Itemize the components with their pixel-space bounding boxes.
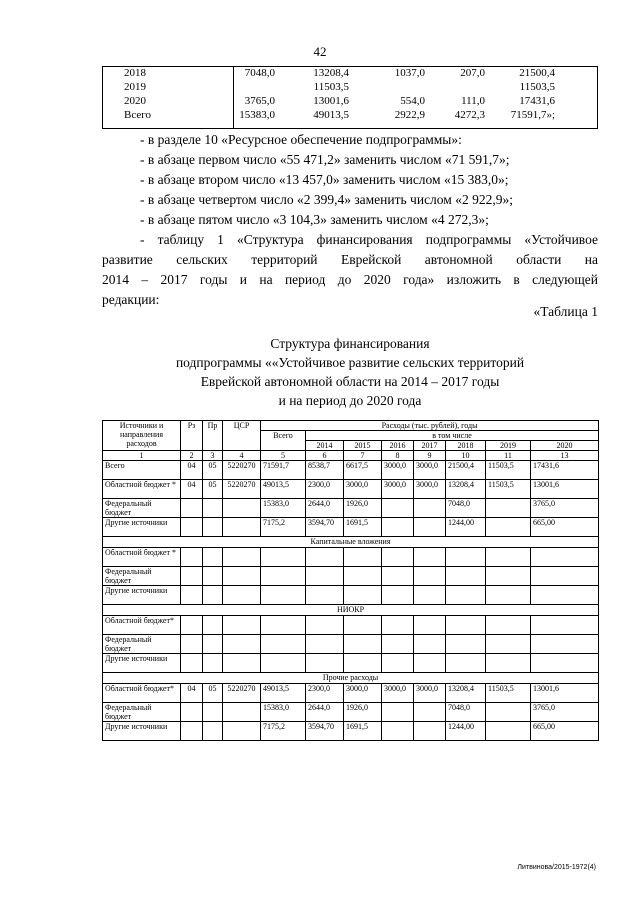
table-cell	[306, 548, 344, 567]
table-cell	[203, 616, 223, 635]
paragraph: - в разделе 10 «Ресурсное обеспечение подпрограммы»:	[140, 132, 462, 147]
table-cell: 15383,0	[261, 499, 306, 518]
table-cell	[344, 635, 382, 654]
table-cell	[414, 518, 446, 537]
table-cell: 5220270	[223, 461, 261, 480]
table-cell	[414, 567, 446, 586]
table-cell	[344, 586, 382, 605]
table-cell	[531, 635, 599, 654]
header-pr: Пр	[203, 421, 223, 451]
table-row	[103, 480, 599, 499]
paragraph: - в абзаце четвертом число «2 399,4» заменить числом «2 922,9»;	[140, 192, 513, 207]
table-cell	[223, 518, 261, 537]
column-number: 3	[203, 451, 223, 461]
column-number: 13	[531, 451, 599, 461]
table-cell	[382, 518, 414, 537]
amendments-text	[102, 130, 598, 310]
table-cell	[261, 635, 306, 654]
table-cell	[203, 567, 223, 586]
row-label: Областной бюджет *	[103, 480, 181, 499]
table-cell: 21500,4	[446, 461, 486, 480]
table-cell: 2300,0	[306, 684, 344, 703]
table-cell: 11503,5	[486, 684, 531, 703]
row-label: Областной бюджет*	[103, 616, 181, 635]
table-cell	[486, 567, 531, 586]
table-cell	[223, 635, 261, 654]
top-table-border	[102, 128, 598, 129]
table-cell	[382, 616, 414, 635]
top-table-row	[102, 80, 598, 94]
column-number: 2	[181, 451, 203, 461]
table-cell	[486, 499, 531, 518]
table-cell: 665,00	[531, 722, 599, 741]
table-cell: 7048,0	[446, 499, 486, 518]
column-number: 8	[382, 451, 414, 461]
table-cell: 7048,0	[446, 703, 486, 722]
paragraph: - в абзаце первом число «55 471,2» заменить числом «71 591,7»;	[140, 152, 510, 167]
table-cell	[203, 654, 223, 673]
table-cell: 7175,2	[261, 518, 306, 537]
top-table-row	[102, 94, 598, 108]
table-cell	[382, 654, 414, 673]
table-cell	[414, 548, 446, 567]
table-cell	[261, 548, 306, 567]
table-cell	[223, 499, 261, 518]
top-table-cell: 11503,5	[519, 81, 555, 93]
column-number: 9	[414, 451, 446, 461]
table-cell: 3000,0	[382, 480, 414, 499]
table-cell: 3000,0	[414, 480, 446, 499]
row-label: Областной бюджет *	[103, 548, 181, 567]
table-cell	[486, 703, 531, 722]
section-row	[103, 605, 599, 616]
top-table-cell: 111,0	[461, 95, 485, 107]
row-label: Федеральный бюджет	[103, 703, 181, 722]
table-cell	[414, 654, 446, 673]
table-cell	[261, 654, 306, 673]
paragraph: развитие сельских территорий Еврейской автономной области на	[102, 252, 598, 267]
column-number: 11	[486, 451, 531, 461]
table-cell	[486, 616, 531, 635]
column-number: 6	[306, 451, 344, 461]
top-table-cell: 21500,4	[519, 67, 555, 79]
top-table-cell: 13001,6	[313, 95, 349, 107]
top-table-cell: 4272,3	[454, 109, 485, 121]
table-cell	[446, 635, 486, 654]
table-cell	[486, 518, 531, 537]
table-row	[103, 654, 599, 673]
table-row	[103, 684, 599, 703]
row-label: Федеральный бюджет	[103, 635, 181, 654]
table-cell: 3000,0	[414, 684, 446, 703]
table-cell	[203, 499, 223, 518]
table-cell: 04	[181, 684, 203, 703]
table-cell	[181, 703, 203, 722]
table-row	[103, 567, 599, 586]
header-year: 2020	[531, 441, 599, 451]
table-cell: 3000,0	[382, 461, 414, 480]
top-table-cell	[428, 80, 488, 94]
table-cell	[203, 703, 223, 722]
table-cell: 13208,4	[446, 480, 486, 499]
top-table-cell: 1037,0	[394, 67, 425, 79]
table-cell	[261, 586, 306, 605]
table-cell: 6617,5	[344, 461, 382, 480]
table-cell: 13208,4	[446, 684, 486, 703]
table-cell	[382, 635, 414, 654]
table-cell: 665,00	[531, 518, 599, 537]
column-number-row	[103, 451, 599, 461]
table-row	[103, 722, 599, 741]
table-cell	[382, 567, 414, 586]
table-cell: 71591,7	[261, 461, 306, 480]
table-cell	[531, 567, 599, 586]
section-row	[103, 673, 599, 684]
table-cell	[181, 616, 203, 635]
table-row	[103, 635, 599, 654]
table-cell: 3000,0	[344, 684, 382, 703]
table-cell: 13001,6	[531, 480, 599, 499]
table-cell	[181, 499, 203, 518]
table-cell	[486, 548, 531, 567]
table-cell	[223, 548, 261, 567]
paragraph: 2014 – 2017 годы и на период до 2020 года» изложить в следующей	[102, 272, 598, 287]
row-label: Федеральный бюджет	[103, 499, 181, 518]
header-total: Всего	[261, 431, 306, 451]
table-cell	[203, 548, 223, 567]
table-cell	[382, 548, 414, 567]
table-cell	[306, 654, 344, 673]
header-csr: ЦСР	[223, 421, 261, 451]
top-table-cell: 17431,6	[519, 95, 555, 107]
table-cell	[446, 567, 486, 586]
top-table-cell: 13208,4	[313, 67, 349, 79]
table-cell	[344, 654, 382, 673]
top-table-cell: 2922,9	[394, 109, 425, 121]
section-title: Прочие расходы	[103, 673, 599, 684]
table-cell: 04	[181, 461, 203, 480]
top-table-cell: 2018	[124, 67, 146, 79]
table-cell	[181, 548, 203, 567]
row-label: Другие источники	[103, 586, 181, 605]
table-cell	[531, 616, 599, 635]
column-number: 10	[446, 451, 486, 461]
financing-table	[102, 420, 599, 741]
table-cell: 1691,5	[344, 722, 382, 741]
paragraph: - в абзаце втором число «13 457,0» заменить числом «15 383,0»;	[140, 172, 509, 187]
table-cell: 5220270	[223, 480, 261, 499]
table-cell: 3000,0	[414, 461, 446, 480]
table-cell	[181, 518, 203, 537]
header-expenses: Расходы (тыс. рублей), годы	[261, 421, 599, 431]
table-cell	[486, 586, 531, 605]
table-cell: 3594,70	[306, 722, 344, 741]
title-line: Структура финансирования	[270, 336, 430, 351]
table-cell: 04	[181, 480, 203, 499]
table-cell	[414, 722, 446, 741]
top-table-cell: Всего	[124, 109, 151, 121]
top-table-cell	[352, 80, 428, 94]
table-cell	[203, 722, 223, 741]
page-number: 42	[313, 44, 327, 59]
table-cell	[306, 586, 344, 605]
table-cell	[414, 635, 446, 654]
top-table-continuation	[102, 66, 598, 122]
table-cell	[486, 635, 531, 654]
header-year: 2018	[446, 441, 486, 451]
table-cell	[203, 635, 223, 654]
table-cell: 3765,0	[531, 703, 599, 722]
table-cell: 1926,0	[344, 499, 382, 518]
header-year: 2014	[306, 441, 344, 451]
title-line: и на период до 2020 года	[278, 393, 422, 408]
table-cell: 11503,5	[486, 480, 531, 499]
table-cell: 15383,0	[261, 703, 306, 722]
table-cell	[181, 586, 203, 605]
table-cell	[203, 518, 223, 537]
table-cell	[446, 586, 486, 605]
table-row	[103, 548, 599, 567]
table-row	[103, 703, 599, 722]
footer-code: Литвинова/2015-1972(4)	[517, 864, 596, 871]
paragraph: редакции:	[102, 292, 160, 307]
table-cell: 3765,0	[531, 499, 599, 518]
table-row	[103, 586, 599, 605]
table-cell	[181, 567, 203, 586]
table-cell: 1691,5	[344, 518, 382, 537]
title-line: подпрограммы ««Устойчивое развитие сельских территорий	[175, 355, 525, 370]
table-cell: 1244,00	[446, 518, 486, 537]
table-cell: 17431,6	[531, 461, 599, 480]
table-row	[103, 461, 599, 480]
table-cell	[223, 567, 261, 586]
table-cell	[446, 654, 486, 673]
table-cell: 05	[203, 480, 223, 499]
section-row	[103, 537, 599, 548]
paragraph: - в абзаце пятом число «3 104,3» заменить числом «4 272,3»;	[140, 212, 489, 227]
table-cell	[486, 654, 531, 673]
column-number: 1	[103, 451, 181, 461]
top-table-cell: 2020	[124, 95, 146, 107]
table-cell	[446, 616, 486, 635]
top-table-row	[102, 108, 598, 122]
table-cell: 49013,5	[261, 480, 306, 499]
table-row	[103, 616, 599, 635]
table-cell	[181, 654, 203, 673]
top-table-cell: 3765,0	[244, 95, 275, 107]
column-number: 4	[223, 451, 261, 461]
header-including: в том числе	[306, 431, 599, 441]
table-row	[103, 518, 599, 537]
table-cell	[223, 722, 261, 741]
table-cell: 5220270	[223, 684, 261, 703]
table-cell	[414, 703, 446, 722]
table-cell	[181, 635, 203, 654]
table-cell	[223, 654, 261, 673]
table-cell: 49013,5	[261, 684, 306, 703]
top-table-cell: 15383,0	[239, 109, 275, 121]
table-cell: 3000,0	[344, 480, 382, 499]
table-cell	[344, 567, 382, 586]
row-label: Федеральный бюджет	[103, 567, 181, 586]
table-cell: 2644,0	[306, 499, 344, 518]
header-year: 2015	[344, 441, 382, 451]
header-year: 2016	[382, 441, 414, 451]
section-title: НИОКР	[103, 605, 599, 616]
header-year: 2019	[486, 441, 531, 451]
row-label: Другие источники	[103, 654, 181, 673]
table-cell	[261, 567, 306, 586]
table-row	[103, 499, 599, 518]
table-cell	[203, 586, 223, 605]
table-cell	[261, 616, 306, 635]
paragraph: - таблицу 1 «Структура финансирования подпрограммы «Устойчивое	[140, 232, 598, 247]
top-table-cell: 2019	[124, 81, 146, 93]
header-sources: Источники и направления расходов	[103, 421, 181, 451]
table-cell: 05	[203, 461, 223, 480]
table-cell	[382, 499, 414, 518]
table-cell	[344, 616, 382, 635]
table-label: «Таблица 1	[533, 304, 598, 319]
table-cell	[306, 635, 344, 654]
title-line: Еврейской автономной области на 2014 – 2017 годы	[200, 374, 500, 389]
table-cell	[382, 586, 414, 605]
column-number: 5	[261, 451, 306, 461]
table-cell	[531, 586, 599, 605]
top-table-row	[102, 66, 598, 80]
table-cell	[306, 567, 344, 586]
top-table-cell: 11503,5	[313, 81, 349, 93]
table-title	[102, 334, 598, 410]
table-cell	[414, 616, 446, 635]
table-cell	[486, 722, 531, 741]
top-table-cell: 7048,0	[244, 67, 275, 79]
header-rz: Рз	[181, 421, 203, 451]
row-label: Другие источники	[103, 518, 181, 537]
table-cell	[414, 586, 446, 605]
table-cell: 3000,0	[382, 684, 414, 703]
table-cell: 2300,0	[306, 480, 344, 499]
section-title: Капитальные вложения	[103, 537, 599, 548]
table-cell	[223, 586, 261, 605]
table-cell: 11503,5	[486, 461, 531, 480]
top-table-cell: 207,0	[460, 67, 485, 79]
table-cell	[306, 616, 344, 635]
table-cell: 2644,0	[306, 703, 344, 722]
table-cell	[382, 722, 414, 741]
table-cell	[531, 548, 599, 567]
row-label: Областной бюджет*	[103, 684, 181, 703]
table-cell	[446, 548, 486, 567]
table-cell	[181, 722, 203, 741]
table-cell	[382, 703, 414, 722]
table-cell	[531, 654, 599, 673]
table-cell: 3594,70	[306, 518, 344, 537]
top-table-cell	[233, 80, 278, 94]
table-cell: 7175,2	[261, 722, 306, 741]
top-table-cell: 49013,5	[313, 109, 349, 121]
top-table-cell: 554,0	[400, 95, 425, 107]
table-cell	[223, 703, 261, 722]
table-cell: 05	[203, 684, 223, 703]
column-number: 7	[344, 451, 382, 461]
top-table-cell: 71591,7»;	[510, 109, 555, 121]
header-year: 2017	[414, 441, 446, 451]
table-cell	[223, 616, 261, 635]
table-cell: 1244,00	[446, 722, 486, 741]
table-cell	[344, 548, 382, 567]
row-label: Другие источники	[103, 722, 181, 741]
table-cell	[414, 499, 446, 518]
row-label: Всего	[103, 461, 181, 480]
table-cell: 13001,6	[531, 684, 599, 703]
table-cell: 1926,0	[344, 703, 382, 722]
table-cell: 8538,7	[306, 461, 344, 480]
